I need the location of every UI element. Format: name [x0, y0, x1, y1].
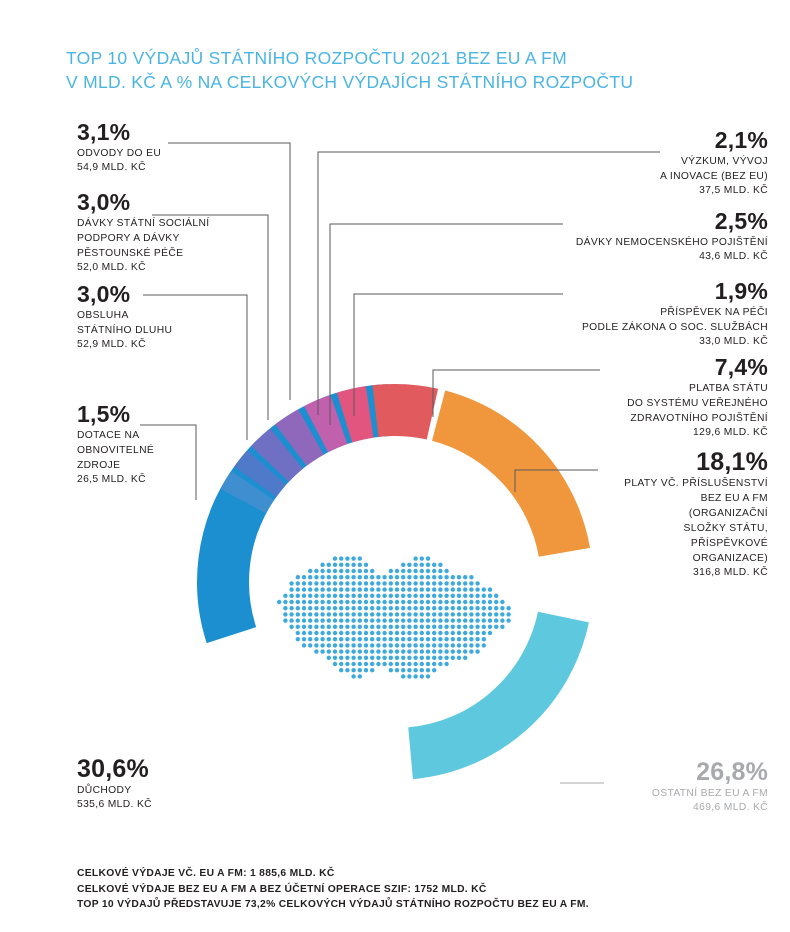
- label-platba-statu-pct: 7,4%: [714, 354, 768, 380]
- label-davky-ssp: [77, 190, 209, 274]
- label-vyzkum-pct: 2,1%: [714, 127, 768, 153]
- slice-davky-ssp: [316, 419, 339, 429]
- label-odvody-do-eu: [77, 120, 161, 174]
- label-prispevek-na-peci-name-1: PŘÍSPĚVEK NA PÉČI: [660, 307, 768, 318]
- label-odvody-do-eu-name: ODVODY DO EU: [77, 148, 162, 159]
- label-prispevek-na-peci: [418, 279, 768, 348]
- label-vyzkum-name-2: A INOVACE (BEZ EU): [660, 171, 768, 182]
- label-platba-statu-name-2: DO SYSTÉMU VEŘEJNÉHO: [627, 398, 768, 409]
- label-platy: [438, 450, 768, 579]
- label-vyzkum: [468, 128, 768, 197]
- page-title: [66, 46, 766, 94]
- label-obsluha-dluhu-value: 52,9 MLD. KČ: [77, 339, 146, 350]
- label-platy-pct: 18,1%: [696, 448, 768, 476]
- label-platy-value: 316,8 MLD. KČ: [693, 567, 768, 578]
- footnote-2: CELKOVÉ VÝDAJE BEZ EU A FM A BEZ ÚČETNÍ OPERACE SZIF: 1752 MLD. KČ: [77, 883, 487, 895]
- label-dotace-oze: [77, 402, 154, 486]
- slice-obsluha-dluhu: [291, 432, 311, 445]
- label-obsluha-dluhu-pct: 3,0%: [77, 281, 131, 307]
- label-ostatni-name: OSTATNÍ BEZ EU A FM: [651, 788, 768, 799]
- label-platy-name-4: SLOŽKY STÁTU,: [683, 523, 768, 534]
- label-davky-nemocenske: [418, 209, 768, 263]
- label-duchody-value: 535,6 MLD. KČ: [77, 799, 152, 810]
- label-davky-ssp-name-2: PODPORY A DÁVKY: [77, 233, 180, 244]
- label-platy-name-2: BEZ EU A FM: [700, 493, 768, 504]
- slice-platba-statu: [375, 410, 432, 414]
- footnote-1: CELKOVÉ VÝDAJE VČ. EU A FM: 1 885,6 MLD. KČ: [77, 868, 335, 879]
- label-platba-statu-name-3: ZDRAVOTNÍHO POJIŠTĚNÍ: [630, 413, 768, 424]
- label-davky-nemocenske-name: DÁVKY NEMOCENSKÉHO POJIŠTĚNÍ: [575, 237, 768, 248]
- label-platy-name-1: PLATY VČ. PŘÍSLUŠENSTVÍ: [624, 478, 768, 489]
- footnotes: [77, 866, 717, 913]
- label-platba-statu: [438, 355, 768, 439]
- label-dotace-oze-name-3: ZDROJE: [77, 460, 121, 471]
- label-prispevek-na-peci-value: 33,0 MLD. KČ: [699, 336, 768, 347]
- slice-dotace-oze: [234, 505, 241, 520]
- label-ostatni-value: 469,6 MLD. KČ: [693, 802, 768, 813]
- label-ostatni: [438, 760, 768, 814]
- label-davky-ssp-pct: 3,0%: [77, 189, 131, 215]
- label-duchody: [77, 757, 152, 811]
- label-davky-nemocenske-value: 43,6 MLD. KČ: [699, 251, 768, 262]
- label-platba-statu-name-1: PLATBA STÁTU: [689, 383, 768, 394]
- slice-prispevek-na-peci: [243, 486, 252, 502]
- slice-odvody-do-eu: [345, 412, 370, 418]
- label-platy-name-5: PŘÍSPĚVKOVÉ: [690, 538, 768, 549]
- page-title-line-1: TOP 10 VÝDAJŮ STÁTNÍHO ROZPOČTU 2021 BEZ EU A FM: [66, 48, 567, 68]
- page-title-line-2: V MLD. KČ A % NA CELKOVÝCH VÝDAJÍCH STÁTNÍHO ROZPOČTU: [66, 72, 634, 92]
- label-platba-statu-value: 129,6 MLD. KČ: [693, 427, 768, 438]
- label-vyzkum-value: 37,5 MLD. KČ: [699, 185, 768, 196]
- label-platy-name-6: ORGANIZACE): [692, 553, 768, 564]
- label-davky-nemocenske-pct: 2,5%: [714, 208, 768, 234]
- label-duchody-name: DŮCHODY: [77, 785, 132, 796]
- label-obsluha-dluhu-name-2: STÁTNÍHO DLUHU: [77, 325, 173, 336]
- label-obsluha-dluhu: [77, 282, 172, 351]
- label-davky-ssp-name-1: DÁVKY STÁTNÍ SOCIÁLNÍ: [77, 218, 210, 229]
- footnote-3: TOP 10 VÝDAJŮ PŘEDSTAVUJE 73,2% CELKOVÝCH VÝDAJŮ STÁTNÍHO ROZPOČTU BEZ EU A FM.: [77, 899, 589, 910]
- label-odvody-do-eu-value: 54,9 MLD. KČ: [77, 162, 146, 173]
- label-prispevek-na-peci-name-2: PODLE ZÁKONA O SOC. SLUŽBÁCH: [581, 322, 768, 333]
- label-dotace-oze-name-2: OBNOVITELNÉ: [77, 445, 155, 456]
- label-platy-name-3: (ORGANIZAČNÍ: [688, 508, 768, 519]
- label-ostatni-pct: 26,8%: [696, 758, 768, 786]
- label-duchody-pct: 30,6%: [77, 755, 149, 783]
- label-vyzkum-name-1: VÝZKUM, VÝVOJ: [681, 156, 768, 167]
- label-davky-ssp-value: 52,0 MLD. KČ: [77, 262, 146, 273]
- label-davky-ssp-name-3: PĚSTOUNSKÉ PÉČE: [77, 248, 184, 259]
- label-obsluha-dluhu-name-1: OBSLUHA: [77, 310, 129, 321]
- label-dotace-oze-value: 26,5 MLD. KČ: [77, 474, 146, 485]
- label-prispevek-na-peci-pct: 1,9%: [714, 278, 768, 304]
- label-odvody-do-eu-pct: 3,1%: [77, 119, 131, 145]
- slice-davky-nemocenske: [270, 449, 287, 464]
- label-dotace-oze-name-1: DOTACE NA: [77, 430, 140, 441]
- slice-vyzkum: [255, 468, 266, 482]
- label-dotace-oze-pct: 1,5%: [77, 401, 131, 427]
